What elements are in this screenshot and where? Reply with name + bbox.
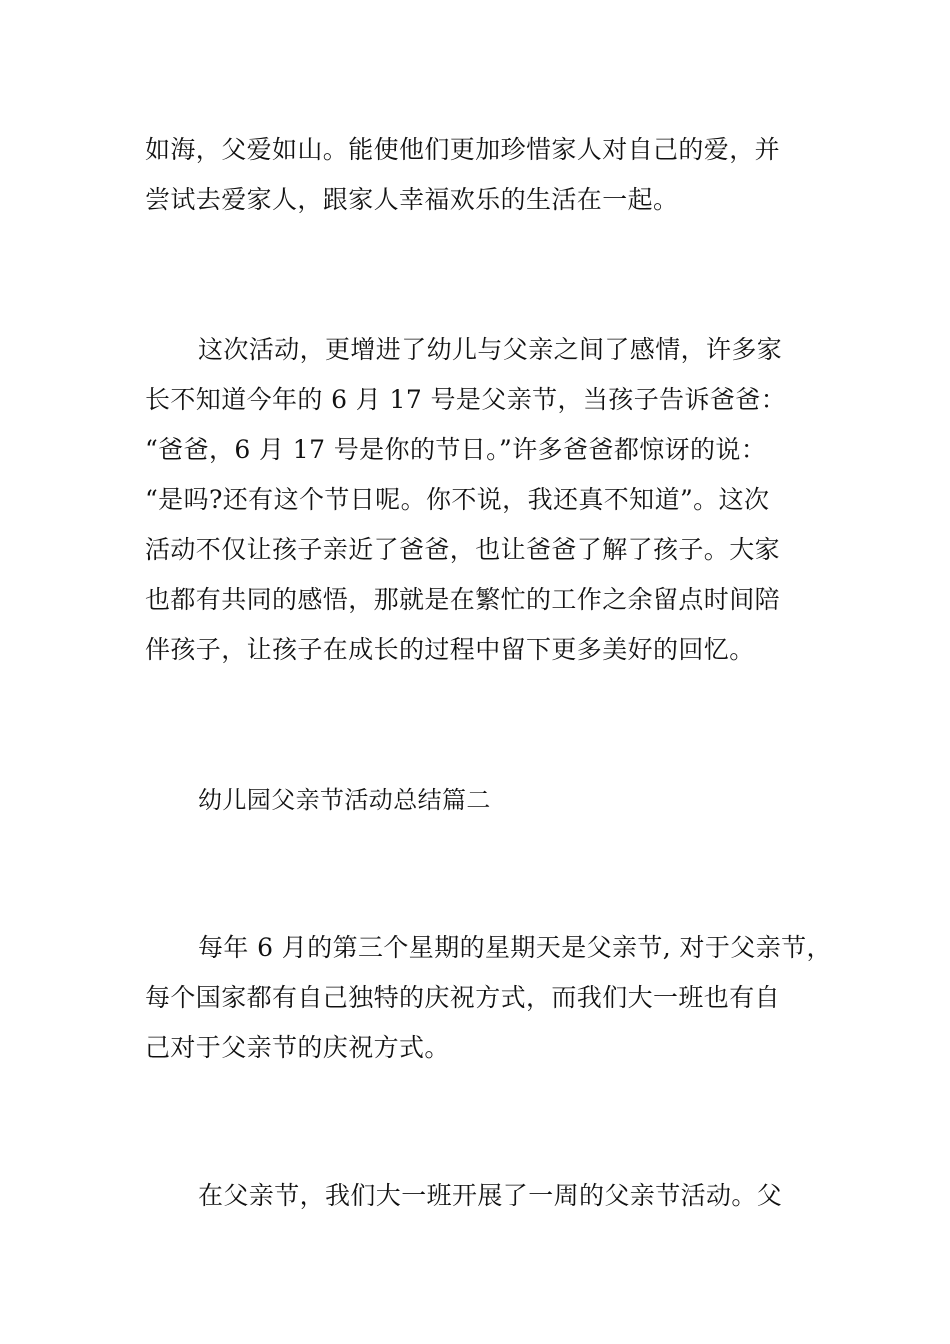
text-line: 这次活动，更增进了幼儿与父亲之间了感情，许多家 [198, 335, 783, 364]
text-line: 也都有共同的感悟，那就是在繁忙的工作之余留点时间陪 [145, 585, 781, 614]
text-line: 伴孩子，让孩子在成长的过程中留下更多美好的回忆。 [145, 635, 755, 664]
text-line: 尝试去爱家人，跟家人幸福欢乐的生活在一起。 [145, 185, 679, 214]
text-line: 在父亲节，我们大一班开展了一周的父亲节活动。父 [198, 1181, 783, 1210]
text-line: 每年 6 月的第三个星期的星期天是父亲节, 对于父亲节， [198, 933, 832, 962]
text-line: 活动不仅让孩子亲近了爸爸，也让爸爸了解了孩子。大家 [145, 535, 781, 564]
text-line: 每个国家都有自己独特的庆祝方式，而我们大一班也有自 [145, 983, 781, 1012]
section-heading: 幼儿园父亲节活动总结篇二 [198, 786, 491, 814]
text-line: “爸爸，6 月 17 号是你的节日。”许多爸爸都惊讶的说： [145, 435, 767, 464]
text-line: “是吗?还有这个节日呢。你不说，我还真不知道”。这次 [145, 485, 770, 514]
text-line: 长不知道今年的 6 月 17 号是父亲节，当孩子告诉爸爸： [145, 385, 787, 414]
text-line: 如海，父爱如山。能使他们更加珍惜家人对自己的爱，并 [145, 135, 781, 164]
text-line: 己对于父亲节的庆祝方式。 [145, 1033, 450, 1062]
